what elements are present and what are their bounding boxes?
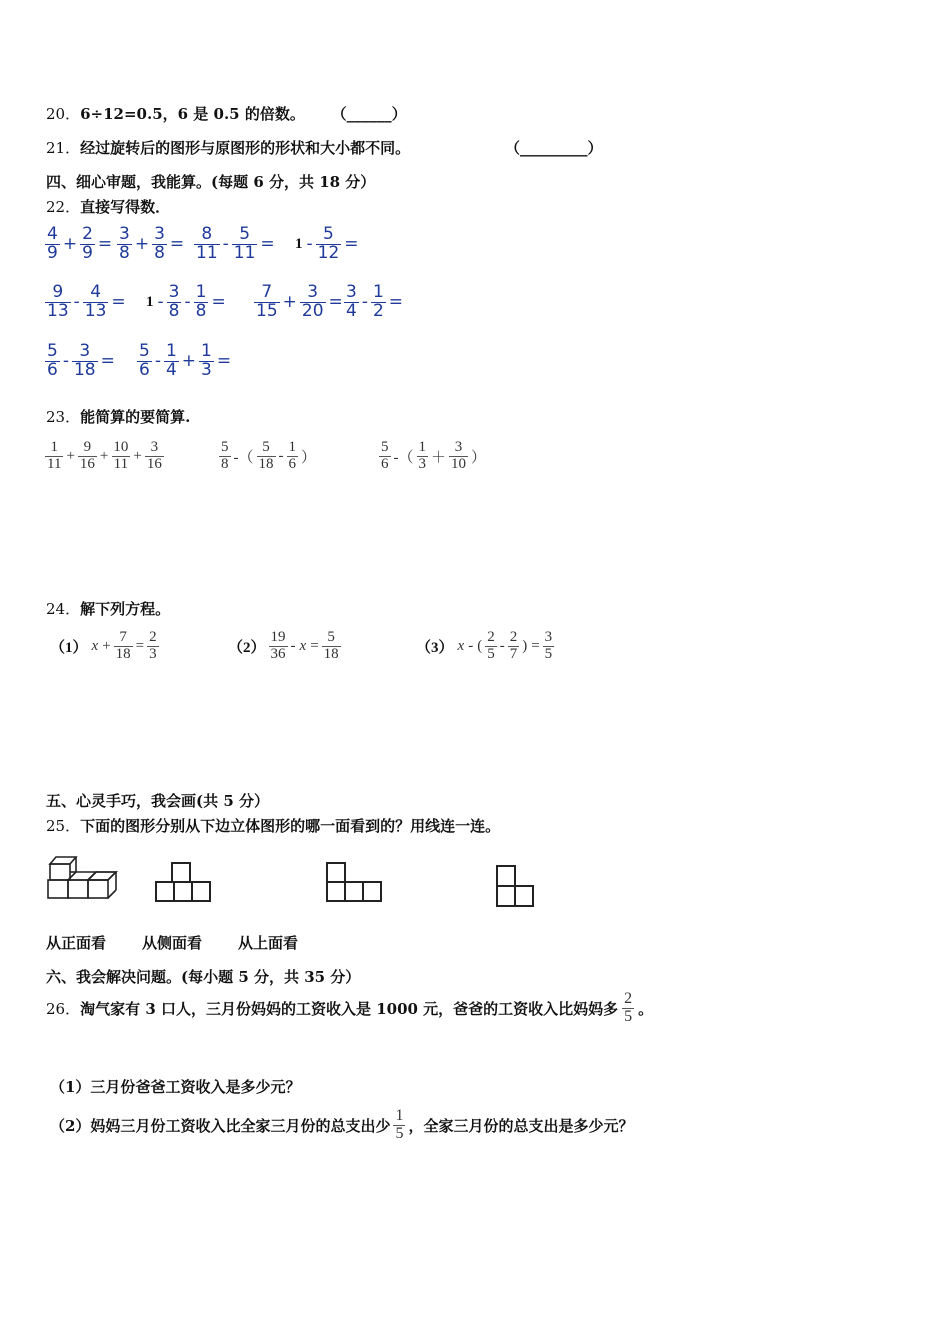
equation-3: （3） x - ( $\frac{2}{5}$ - $\frac{2}{7}$ ) = $\frac{3}{5}$ [416,629,553,662]
simplify-expression-2: $\frac{5}{8}$ -（ $\frac{5}{18}$ - $\frac{1}{6}$ ） [221,439,317,472]
calc-item: $\frac{9}{13}$ - $\frac{4}{13}$ = [47,282,126,321]
view-label-side: 从侧面看 [142,934,203,952]
question-text: 经过旋转后的图形与原图形的形状和大小都不同。 [80,139,411,157]
section-4-title: 四、细心审题，我能算。(每题 6 分，共 18 分） [46,173,376,191]
question-text: 淘气家有 3 口人，三月份妈妈的工资收入是 1000 元，爸爸的工资收入比妈妈多 [80,999,619,1018]
question-20 [46,103,407,124]
calc-item: $\frac{3}{8}$ + $\frac{3}{8}$ = [119,224,185,263]
question-number: 23． [46,408,81,426]
sub-question-2: （2）妈妈三月份工资收入比全家三月份的总支出少 $\frac{1}{5}$ ，全家三月份的总支出是多少元？ [50,1107,634,1142]
calc-item: $\frac{8}{11}$ - $\frac{5}{11}$ = [196,224,275,263]
simplify-expression-3: $\frac{5}{6}$ -（ $\frac{1}{3}$ ＋ $\frac{3}{10}$ ） [381,439,487,472]
question-number: 26． [46,999,81,1018]
answer-blank[interactable]: （_________） [505,139,603,157]
question-21 [46,137,410,158]
question-number: 21． [46,139,81,157]
question-text: 解下列方程。 [80,600,171,618]
question-23 [46,406,190,427]
question-number: 25． [46,817,81,835]
section-5-title: 五、心灵手巧，我会画(共 5 分） [46,792,269,810]
view-label-front: 从正面看 [46,934,107,952]
question-22 [46,196,170,217]
question-26: 26． 淘气家有 3 口人，三月份妈妈的工资收入是 1000 元，爸爸的工资收入比妈妈多 $\frac{2}{5}$ 。 [46,990,654,1025]
calc-item: 1 - $\frac{3}{8}$ - $\frac{1}{8}$ = [146,282,226,321]
question-number: 20． [46,105,81,123]
calc-item: $\frac{7}{15}$ + $\frac{3}{20}$ = [256,282,343,321]
calc-item: 1 - $\frac{5}{12}$ = [295,224,359,263]
question-number: 22． [46,198,81,216]
equation-2: （2） $\frac{19}{36}$ - x = $\frac{5}{18}$ [228,629,339,662]
question-24 [46,598,170,619]
equation-1: （1） x + $\frac{7}{18}$ = $\frac{2}{3}$ [50,629,157,662]
view-shape-1 [154,860,214,904]
question-text: 6÷12=0.5，6 是 0.5 的倍数。 [80,105,305,123]
calc-item: $\frac{5}{6}$ - $\frac{1}{4}$ + $\frac{1}{3}$ = [139,341,232,380]
view-label-top: 从上面看 [238,934,299,952]
question-number: 24． [46,600,81,618]
section-6-title: 六、我会解决问题。(每小题 5 分，共 35 分） [46,968,361,986]
sub-question-1: （1）三月份爸爸工资收入是多少元？ [50,1078,301,1096]
fraction: $\frac{2}{5}$ [624,990,633,1025]
question-text: 能简算的要简算. [80,408,191,426]
question-text: 直接写得数． [80,198,171,216]
simplify-expression-1: $\frac{1}{11}$ + $\frac{9}{16}$ + $\frac{10}{11}$ + $\frac{3}{16}$ [47,439,162,472]
solid-cube-figure [46,852,120,902]
fraction: $\frac{1}{5}$ [395,1107,404,1142]
calc-item: $\frac{3}{4}$ - $\frac{1}{2}$ = [346,282,404,321]
question-25 [46,815,500,836]
calc-item: $\frac{4}{9}$ + $\frac{2}{9}$ = [47,224,113,263]
view-shape-2 [325,860,385,904]
calc-item: $\frac{5}{6}$ - $\frac{3}{18}$ = [47,341,115,380]
answer-blank[interactable]: （______） [331,105,407,123]
question-text: 下面的图形分别从下边立体图形的哪一面看到的？用线连一连。 [80,817,501,835]
view-shape-3 [495,860,539,910]
